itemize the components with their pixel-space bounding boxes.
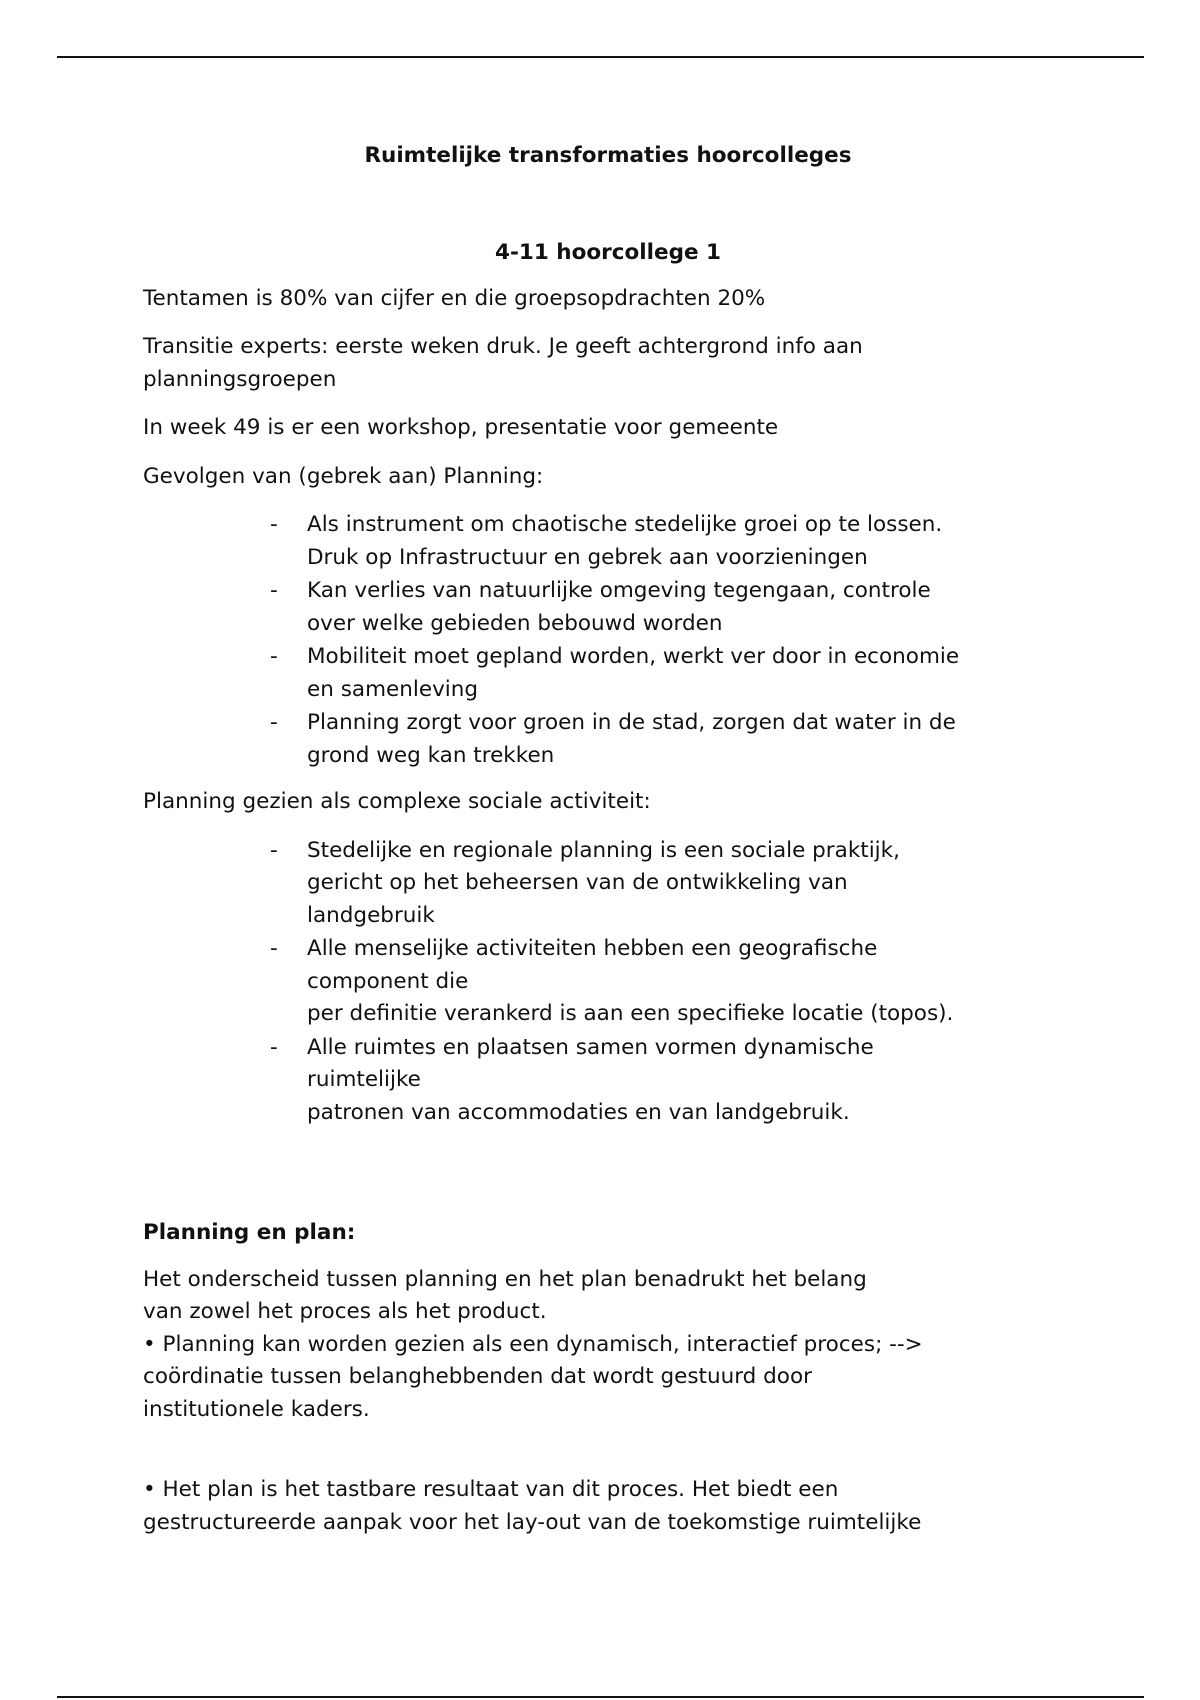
paragraph-line: • Het plan is het tastbare resultaat van dit proces. Het biedt een xyxy=(143,1477,839,1502)
list-item xyxy=(307,641,1073,706)
list-item xyxy=(307,509,1073,574)
planning-heading: Planning en plan: xyxy=(143,1220,356,1245)
list-item-line: per definitie verankerd is aan een specifieke locatie (topos). xyxy=(307,1001,954,1026)
section-heading: 4-11 hoorcollege 1 xyxy=(495,240,721,265)
list-item-line: - Kan verlies van natuurlijke omgeving tegengaan, controle xyxy=(307,578,931,603)
paragraph-line: gestructureerde aanpak voor het lay-out van de toekomstige ruimtelijke xyxy=(143,1509,922,1535)
list-item-line: component die xyxy=(307,968,469,994)
list-item-line: over welke gebieden bebouwd worden xyxy=(307,610,723,636)
paragraph-line: institutionele kaders. xyxy=(143,1396,370,1422)
paragraph-exam: Tentamen is 80% van cijfer en die groepsopdrachten 20% xyxy=(143,285,766,311)
list-item-line: Druk op Infrastructuur en gebrek aan voorzieningen xyxy=(307,544,868,570)
list-item-line: - Alle menselijke activiteiten hebben een geografische xyxy=(307,936,878,961)
planning-paragraph-1 xyxy=(143,1264,1073,1427)
paragraph-line: Het onderscheid tussen planning en het plan benadrukt het belang xyxy=(143,1266,867,1292)
planning-paragraph-2 xyxy=(143,1474,1073,1539)
list-item-line: - Alle ruimtes en plaatsen samen vormen dynamische xyxy=(307,1034,874,1060)
list-item xyxy=(307,835,1073,933)
sociaal-list xyxy=(143,835,1073,1130)
list-item xyxy=(307,575,1073,640)
list-item-line: en samenleving xyxy=(307,676,479,702)
list-item-line: - Stedelijke en regionale planning is een sociale praktijk, xyxy=(307,837,900,863)
paragraph-line: van zowel het proces als het product. xyxy=(143,1299,547,1324)
paragraph-sociaal-intro: Planning gezien als complexe sociale activiteit: xyxy=(143,789,651,814)
list-item-line: landgebruik xyxy=(307,902,435,928)
list-item-line: ruimtelijke xyxy=(307,1067,421,1092)
paragraph-workshop: In week 49 is er een workshop, presentatie voor gemeente xyxy=(143,415,779,440)
paragraph-transitie: Transitie experts: eerste weken druk. Je geeft achtergrond info aan planningsgroepen xyxy=(143,334,863,392)
list-item xyxy=(307,933,1073,1031)
list-item-line: patronen van accommodaties en van landgebruik. xyxy=(307,1099,850,1125)
list-item-line: - Als instrument om chaotische stedelijke groei op te lossen. xyxy=(307,512,943,537)
header-rule xyxy=(57,56,1144,58)
paragraph-spacer xyxy=(143,1426,1073,1474)
list-item-line: gericht op het beheersen van de ontwikkeling van xyxy=(307,870,848,895)
paragraph-gevolgen-intro: Gevolgen van (gebrek aan) Planning: xyxy=(143,463,544,489)
list-item-line: grond weg kan trekken xyxy=(307,742,555,768)
paragraph-line: • Planning kan worden gezien als een dynamisch, interactief proces; --> xyxy=(143,1331,923,1357)
paragraph-line: coördinatie tussen belanghebbenden dat wordt gestuurd door xyxy=(143,1364,812,1389)
list-item xyxy=(307,707,1073,772)
footer-rule xyxy=(57,1696,1144,1698)
gevolgen-list xyxy=(143,509,1073,772)
document-body xyxy=(143,140,1073,1539)
list-item-line: - Mobiliteit moet gepland worden, werkt ver door in economie xyxy=(307,644,960,669)
document-title: Ruimtelijke transformaties hoorcolleges xyxy=(364,143,852,168)
list-item xyxy=(307,1032,1073,1130)
list-item-line: - Planning zorgt voor groen in de stad, zorgen dat water in de xyxy=(307,710,956,735)
